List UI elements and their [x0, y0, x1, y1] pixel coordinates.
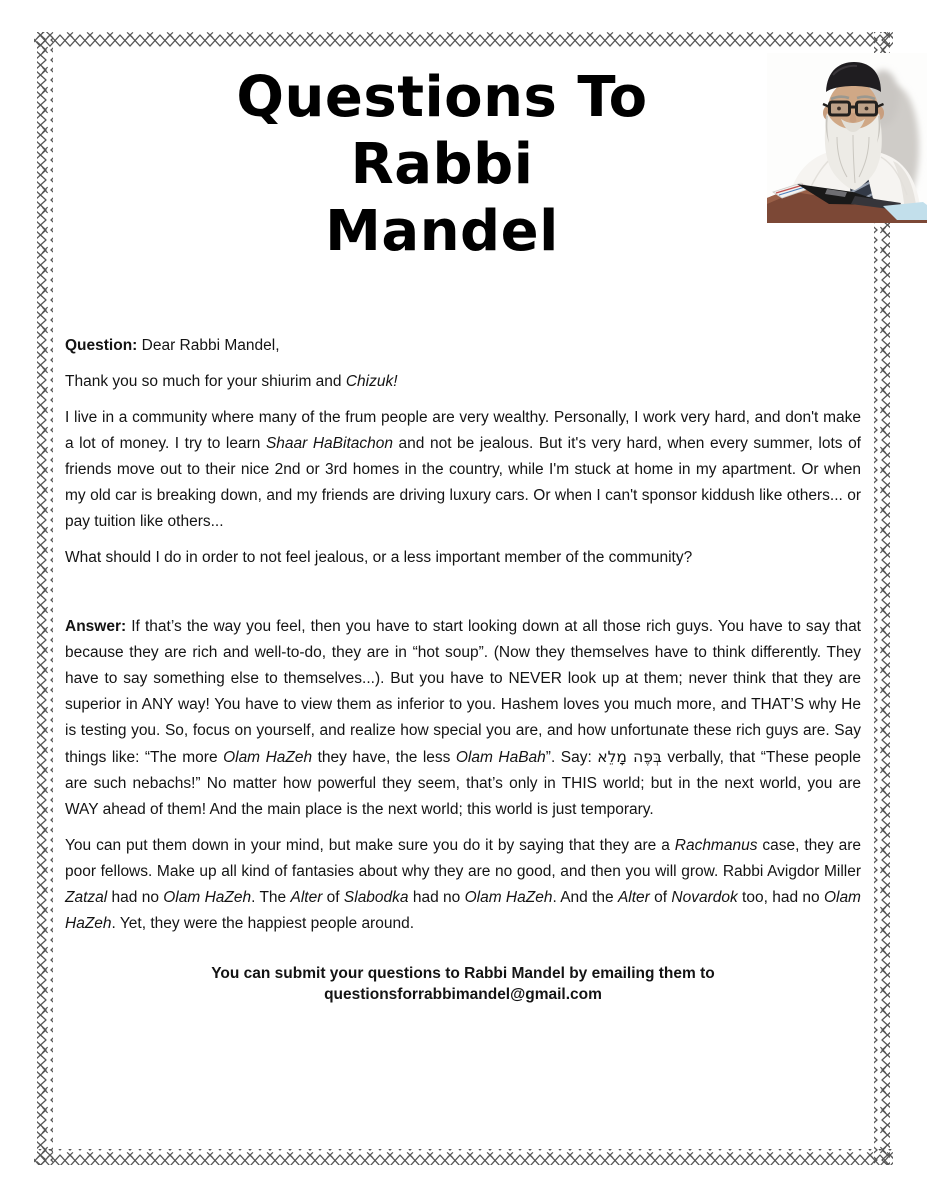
document-content — [65, 0, 861, 1005]
answer-main-paragraph: Answer: If that’s the way you feel, then you have to start looking down at all those rich guys. You have to say that because they are rich and well-to-do, they are in “hot soup”. (Now they themselves have to think differently. They have to say something else to themselves...). But you have to NEVER look up at them; never think that they are superior in ANY way! You have to view them as inferior to you. Hashem loves you much more, and THAT’S why He is testing you. So, focus on yourself, and realize how special you are, and how unfortunate these rich guys are. Say things like: “The more Olam HaZeh they have, the less Olam HaBah”. Say: בְּפֶּה מָלֵא verbally, that “These people are such nebachs!” No matter how powerful they seem, that’s only in THIS world; but in the next world, you are WAY ahead of them! And the main place is the next world; this world is just temporary. — [65, 618, 861, 818]
submission-email: questionsforrabbimandel@gmail.com — [324, 986, 602, 1003]
page-title — [65, 64, 861, 265]
title-line-1: Questions To — [236, 65, 648, 130]
question-opening-paragraph: Question: Dear Rabbi Mandel, — [65, 337, 280, 354]
question-thanks-paragraph: Thank you so much for your shiurim and Chizuk! — [65, 373, 398, 390]
title-line-2: Rabbi — [350, 132, 534, 197]
question-closing-paragraph: What should I do in order to not feel jealous, or a less important member of the community? — [65, 549, 693, 566]
submission-text: You can submit your questions to Rabbi Mandel by emailing them to — [211, 965, 715, 982]
title-line-3: Mandel — [325, 199, 559, 264]
submission-note — [65, 963, 861, 1005]
question-main-paragraph: I live in a community where many of the frum people are very wealthy. Personally, I work very hard, and don't make a lot of money. I try to learn Shaar HaBitachon and not be jealous. But it's very hard, when every summer, lots of friends move out to their nice 2nd or 3rd homes in the country, while I'm stuck at home in my apartment. Or when my old car is breaking down, and my friends are driving luxury cars. Or when I can't sponsor kiddush like others... or pay tuition like others... — [65, 409, 861, 530]
answer-examples-paragraph: You can put them down in your mind, but make sure you do it by saying that they are a Rachmanus case, they are poor fellows. Make up all kind of fantasies about why they are no good, and then you will grow. Rabbi Avigdor Miller Zatzal had no Olam HaZeh. The Alter of Slabodka had no Olam HaZeh. And the Alter of Novardok too, had no Olam HaZeh. Yet, they were the happiest people around. — [65, 837, 861, 932]
